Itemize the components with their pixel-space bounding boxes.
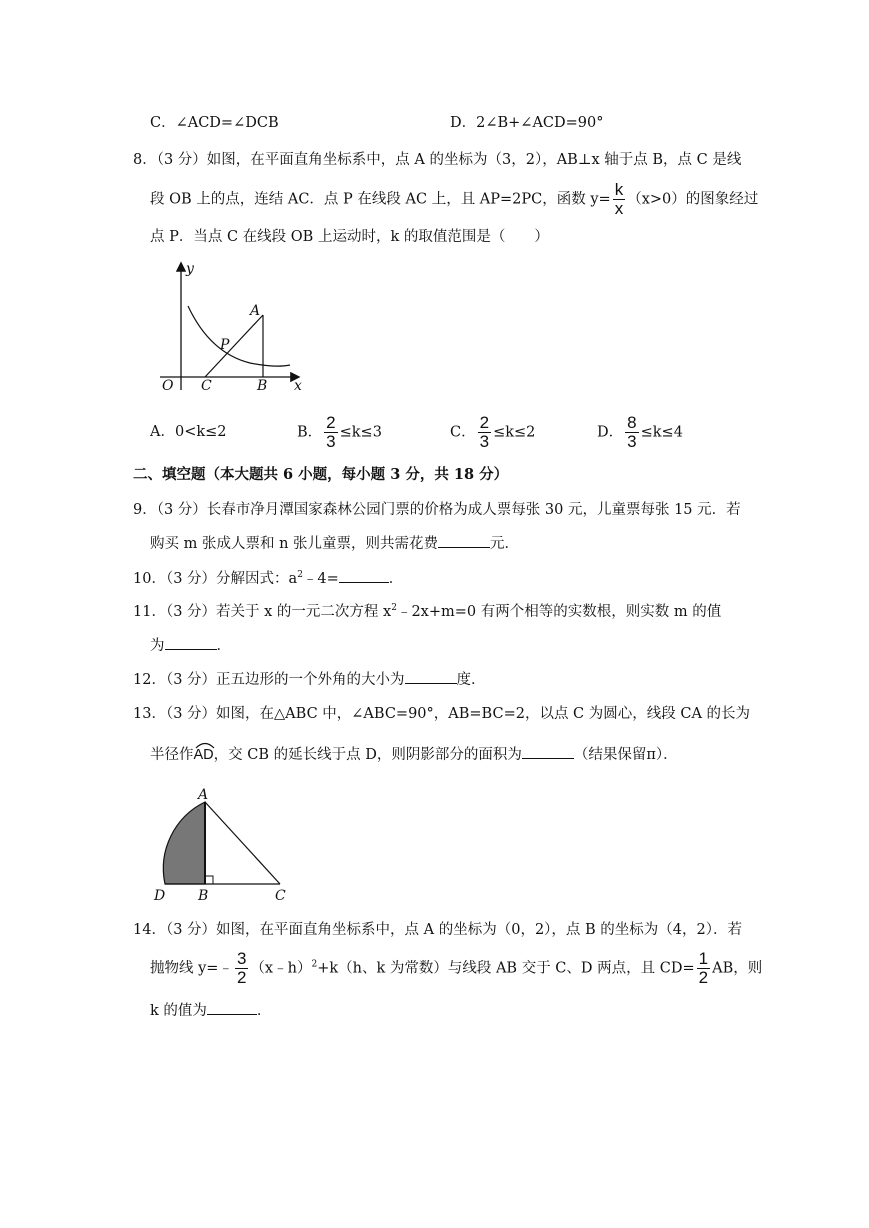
q7-option-c: C．∠ACD=∠DCB bbox=[150, 115, 279, 131]
q8-line2-text: 段 OB 上的点，连结 AC．点 P 在线段 AC 上，且 AP=2PC，函数 y= bbox=[150, 191, 611, 208]
q13-answer-blank bbox=[522, 757, 574, 759]
q14-f1-den: 2 bbox=[236, 967, 247, 987]
q11-line1 bbox=[133, 604, 721, 619]
q13-label-d: D bbox=[154, 888, 166, 904]
q8-frac-num: k bbox=[614, 180, 624, 199]
q9-line1: 9．（3 分）长春市净月潭国家森林公园门票的价格为成人票每张 30 元，儿童票每张 15 元．若 bbox=[133, 502, 741, 518]
q14-line2-text-c: +k（h、k 为常数）与线段 AB 交于 C、D 两点，且 CD= bbox=[317, 960, 695, 977]
q8-option-d-den: 3 bbox=[627, 431, 637, 451]
q8-line2 bbox=[150, 181, 758, 218]
q12-tail: 度． bbox=[456, 672, 486, 688]
q8-figure bbox=[150, 258, 310, 398]
q14-line3 bbox=[150, 1004, 271, 1019]
q11-text-b: ﹣2x+m=0 有两个相等的实数根，则实数 m 的值 bbox=[396, 603, 722, 620]
q13-line2-text-b: ，交 CB 的延长线于点 D，则阴影部分的面积为 bbox=[213, 747, 522, 763]
q10-exponent: 2 bbox=[297, 570, 303, 580]
q9-line2 bbox=[150, 537, 519, 552]
q8-option-b-label: B． bbox=[297, 424, 323, 441]
q14-line2 bbox=[150, 950, 762, 987]
q8-label-b: B bbox=[257, 378, 268, 394]
q8-option-c bbox=[450, 414, 535, 451]
q13-right-angle-mark bbox=[205, 876, 213, 884]
q13-line2 bbox=[150, 748, 678, 763]
q9-answer-blank bbox=[438, 546, 490, 548]
q8-option-c-num: 2 bbox=[479, 413, 490, 432]
q11-answer-blank bbox=[165, 648, 217, 650]
q14-f2-den: 2 bbox=[698, 967, 709, 987]
q14-f1-num: 3 bbox=[236, 949, 247, 968]
q13-label-c: C bbox=[275, 888, 286, 904]
q12-answer-blank bbox=[405, 682, 457, 684]
q8-label-y: y bbox=[186, 261, 194, 277]
q14-fraction-2 bbox=[697, 950, 710, 987]
q14-line2-text: 抛物线 y=﹣ bbox=[150, 960, 233, 977]
q14-f2-num: 1 bbox=[698, 949, 709, 968]
q8-label-a: A bbox=[250, 303, 261, 319]
q8-option-c-label: C． bbox=[450, 424, 476, 441]
q14-answer-blank bbox=[207, 1013, 257, 1015]
q11-text: 11．（3 分）若关于 x 的一元二次方程 x bbox=[133, 603, 392, 620]
q11-line2 bbox=[150, 639, 231, 654]
q8-option-b-den: 3 bbox=[326, 431, 336, 451]
q14-fraction-1 bbox=[235, 950, 248, 987]
q10-end: ． bbox=[388, 570, 404, 587]
q8-option-b bbox=[297, 414, 382, 451]
q11-exponent: 2 bbox=[391, 603, 397, 613]
q14-line3-text: k 的值为 bbox=[150, 1003, 207, 1019]
q8-option-c-frac bbox=[478, 414, 491, 451]
q8-option-d-text: ≤k≤4 bbox=[640, 424, 683, 441]
q13-segment-ac bbox=[205, 802, 280, 884]
q10-text: 10．（3 分）分解因式：a bbox=[133, 570, 298, 587]
q12-line bbox=[133, 673, 486, 688]
q8-line3: 点 P．当点 C 在线段 OB 上运动时，k 的取值范围是（ ） bbox=[150, 229, 549, 245]
q8-option-b-text: ≤k≤3 bbox=[339, 424, 382, 441]
q8-label-p: P bbox=[220, 337, 230, 353]
q13-arc-label: AD bbox=[193, 747, 214, 763]
q13-label-b: B bbox=[198, 888, 209, 904]
q8-hyperbola bbox=[188, 306, 290, 366]
q8-option-b-frac bbox=[324, 414, 337, 451]
q11-line2-tail: ． bbox=[216, 638, 231, 654]
q8-option-d bbox=[597, 414, 683, 451]
q14-exponent: 2 bbox=[311, 959, 318, 970]
q8-frac-den: x bbox=[614, 198, 624, 218]
q10-answer-blank bbox=[339, 581, 389, 583]
q8-option-d-label: D． bbox=[597, 424, 624, 441]
q8-segment-ca bbox=[205, 315, 263, 377]
q13-label-a: A bbox=[198, 787, 209, 803]
q14-line2-tail: AB，则 bbox=[712, 960, 763, 977]
q8-fraction bbox=[613, 181, 626, 218]
q13-figure bbox=[150, 786, 300, 906]
q10-text-b: ﹣4= bbox=[302, 570, 339, 587]
q8-label-o: O bbox=[162, 378, 174, 394]
q8-option-d-num: 8 bbox=[627, 413, 637, 432]
q13-arc-ad bbox=[194, 748, 214, 763]
q13-line2-text: 半径作 bbox=[150, 747, 194, 763]
q8-option-c-den: 3 bbox=[479, 431, 490, 451]
section2-heading: 二、填空题（本大题共 6 小题，每小题 3 分，共 18 分） bbox=[133, 466, 509, 483]
q12-text: 12．（3 分）正五边形的一个外角的大小为 bbox=[133, 672, 405, 688]
q10-line bbox=[133, 571, 403, 586]
q13-shaded-region bbox=[163, 802, 205, 884]
q13-line1: 13．（3 分）如图，在△ABC 中，∠ABC=90°，AB=BC=2，以点 C 为圆心，线段 CA 的长为 bbox=[133, 706, 751, 722]
q11-line2-text: 为 bbox=[150, 638, 165, 654]
q8-option-a: A．0<k≤2 bbox=[150, 424, 227, 440]
q9-line2-text: 购买 m 张成人票和 n 张儿童票，则共需花费 bbox=[150, 536, 439, 552]
q8-line2-tail: （x>0）的图象经过 bbox=[627, 191, 759, 208]
q14-line1: 14．（3 分）如图，在平面直角坐标系中，点 A 的坐标为（0，2），点 B 的坐标为（4，2）．若 bbox=[133, 922, 742, 938]
q8-label-c: C bbox=[201, 378, 212, 394]
q14-line3-tail: ． bbox=[256, 1003, 272, 1019]
q8-option-c-text: ≤k≤2 bbox=[493, 424, 536, 441]
q8-option-b-num: 2 bbox=[326, 413, 336, 432]
q8-line1: 8．（3 分）如图，在平面直角坐标系中，点 A 的坐标为（3，2），AB⊥x 轴于点 B，点 C 是线 bbox=[133, 152, 742, 168]
q8-label-x: x bbox=[294, 378, 302, 394]
q14-line2-text-b: （x﹣h） bbox=[250, 960, 312, 977]
q7-option-d: D．2∠B+∠ACD=90° bbox=[450, 115, 604, 131]
q8-option-d-frac bbox=[625, 414, 638, 451]
q13-arc-symbol bbox=[194, 739, 216, 749]
q13-line2-tail: （结果保留π）． bbox=[573, 747, 678, 763]
q9-line2-tail: 元． bbox=[490, 536, 520, 552]
